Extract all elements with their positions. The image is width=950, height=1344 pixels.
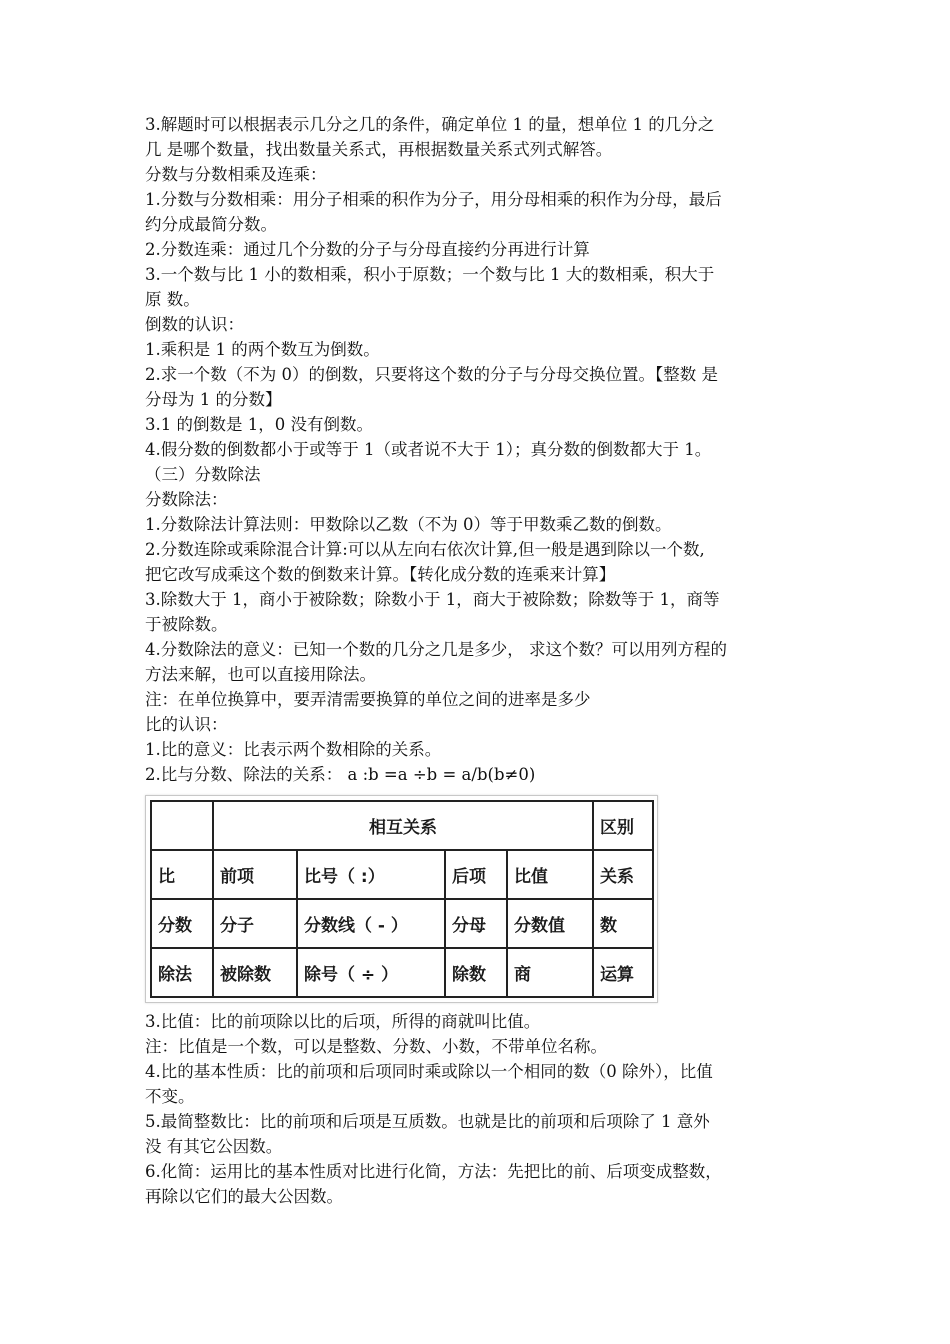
section-heading: 比的认识： — [145, 715, 228, 734]
text-line: 3.一个数与比 1 小的数相乘，积小于原数；一个数与比 1 大的数相乘，积大于 — [145, 265, 715, 284]
table-cell: 商 — [507, 948, 593, 997]
text-block-bottom — [145, 1009, 813, 1209]
text-line: 3.除数大于 1，商小于被除数；除数小于 1，商大于被除数；除数等于 1，商等 — [145, 590, 720, 609]
relation-table-image — [145, 795, 658, 1003]
table-row — [151, 899, 653, 948]
section-heading: （三）分数除法 — [145, 465, 261, 484]
text-line: 原 数。 — [145, 290, 200, 309]
table-row — [151, 850, 653, 899]
text-line: 3.解题时可以根据表示几分之几的条件，确定单位 1 的量，想单位 1 的几分之 — [145, 115, 715, 134]
table-row — [151, 948, 653, 997]
text-line: 不变。 — [145, 1087, 195, 1106]
table-cell: 除数 — [445, 948, 507, 997]
text-line: 注：在单位换算中，要弄清需要换算的单位之间的进率是多少 — [145, 690, 591, 709]
text-line: 3.1 的倒数是 1，0 没有倒数。 — [145, 415, 373, 434]
text-line: 方法来解，也可以直接用除法。 — [145, 665, 376, 684]
text-line: 没 有其它公因数。 — [145, 1137, 283, 1156]
text-line: 2.分数连除或乘除混合计算:可以从左向右依次计算,但一般是遇到除以一个数, — [145, 540, 705, 559]
table-header-difference: 区别 — [593, 801, 653, 850]
text-line: 1.分数与分数相乘：用分子相乘的积作为分子，用分母相乘的积作为分母，最后 — [145, 190, 722, 209]
table-cell: 比号（ :） — [297, 850, 445, 899]
text-line: 几 是哪个数量，找出数量关系式，再根据数量关系式列式解答。 — [145, 140, 613, 159]
table-cell-empty — [151, 801, 213, 850]
text-line: 5.最简整数比：比的前项和后项是互质数。也就是比的前项和后项除了 1 意外 — [145, 1112, 710, 1131]
table-cell: 运算 — [593, 948, 653, 997]
section-heading: 倒数的认识： — [145, 315, 244, 334]
table-cell: 数 — [593, 899, 653, 948]
table-cell: 分数 — [151, 899, 213, 948]
section-heading: 分数与分数相乘及连乘： — [145, 165, 327, 184]
text-line: 2.比与分数、除法的关系： a :b =a ÷b = a/b(b≠0) — [145, 765, 536, 784]
table-cell: 除法 — [151, 948, 213, 997]
table-cell: 除号（ ÷ ） — [297, 948, 445, 997]
text-line: 分母为 1 的分数】 — [145, 390, 282, 409]
table-cell: 被除数 — [213, 948, 297, 997]
table-cell: 关系 — [593, 850, 653, 899]
text-line: 1.分数除法计算法则：甲数除以乙数（不为 0）等于甲数乘乙数的倒数。 — [145, 515, 672, 534]
text-line: 6.化简：运用比的基本性质对比进行化简，方法：先把比的前、后项变成整数， — [145, 1162, 722, 1181]
text-line: 把它改写成乘这个数的倒数来计算。【转化成分数的连乘来计算】 — [145, 565, 616, 584]
table-cell: 分数线（ - ） — [297, 899, 445, 948]
text-line: 注：比值是一个数，可以是整数、分数、小数，不带单位名称。 — [145, 1037, 607, 1056]
text-line: 2.分数连乘：通过几个分数的分子与分母直接约分再进行计算 — [145, 240, 590, 259]
table-header-row — [151, 801, 653, 850]
text-block-top — [145, 112, 813, 787]
text-line: 3.比值：比的前项除以比的后项，所得的商就叫比值。 — [145, 1012, 541, 1031]
table-header-relation: 相互关系 — [213, 801, 593, 850]
text-line: 1.乘积是 1 的两个数互为倒数。 — [145, 340, 380, 359]
table-cell: 后项 — [445, 850, 507, 899]
relation-table — [150, 800, 654, 998]
text-line: 4.分数除法的意义：已知一个数的几分之几是多少， 求这个数？可以用列方程的 — [145, 640, 727, 659]
text-line: 1.比的意义：比表示两个数相除的关系。 — [145, 740, 442, 759]
document-page — [145, 112, 813, 1209]
text-line: 2.求一个数（不为 0）的倒数，只要将这个数的分子与分母交换位置。【整数 是 — [145, 365, 718, 384]
section-heading: 分数除法： — [145, 490, 228, 509]
table-cell: 分子 — [213, 899, 297, 948]
table-cell: 前项 — [213, 850, 297, 899]
text-line: 于被除数。 — [145, 615, 228, 634]
table-cell: 比 — [151, 850, 213, 899]
text-line: 4.假分数的倒数都小于或等于 1（或者说不大于 1）；真分数的倒数都大于 1。 — [145, 440, 712, 459]
text-line: 再除以它们的最大公因数。 — [145, 1187, 343, 1206]
table-cell: 分数值 — [507, 899, 593, 948]
text-line: 4.比的基本性质：比的前项和后项同时乘或除以一个相同的数（0 除外），比值 — [145, 1062, 713, 1081]
table-cell: 分母 — [445, 899, 507, 948]
table-cell: 比值 — [507, 850, 593, 899]
text-line: 约分成最简分数。 — [145, 215, 277, 234]
